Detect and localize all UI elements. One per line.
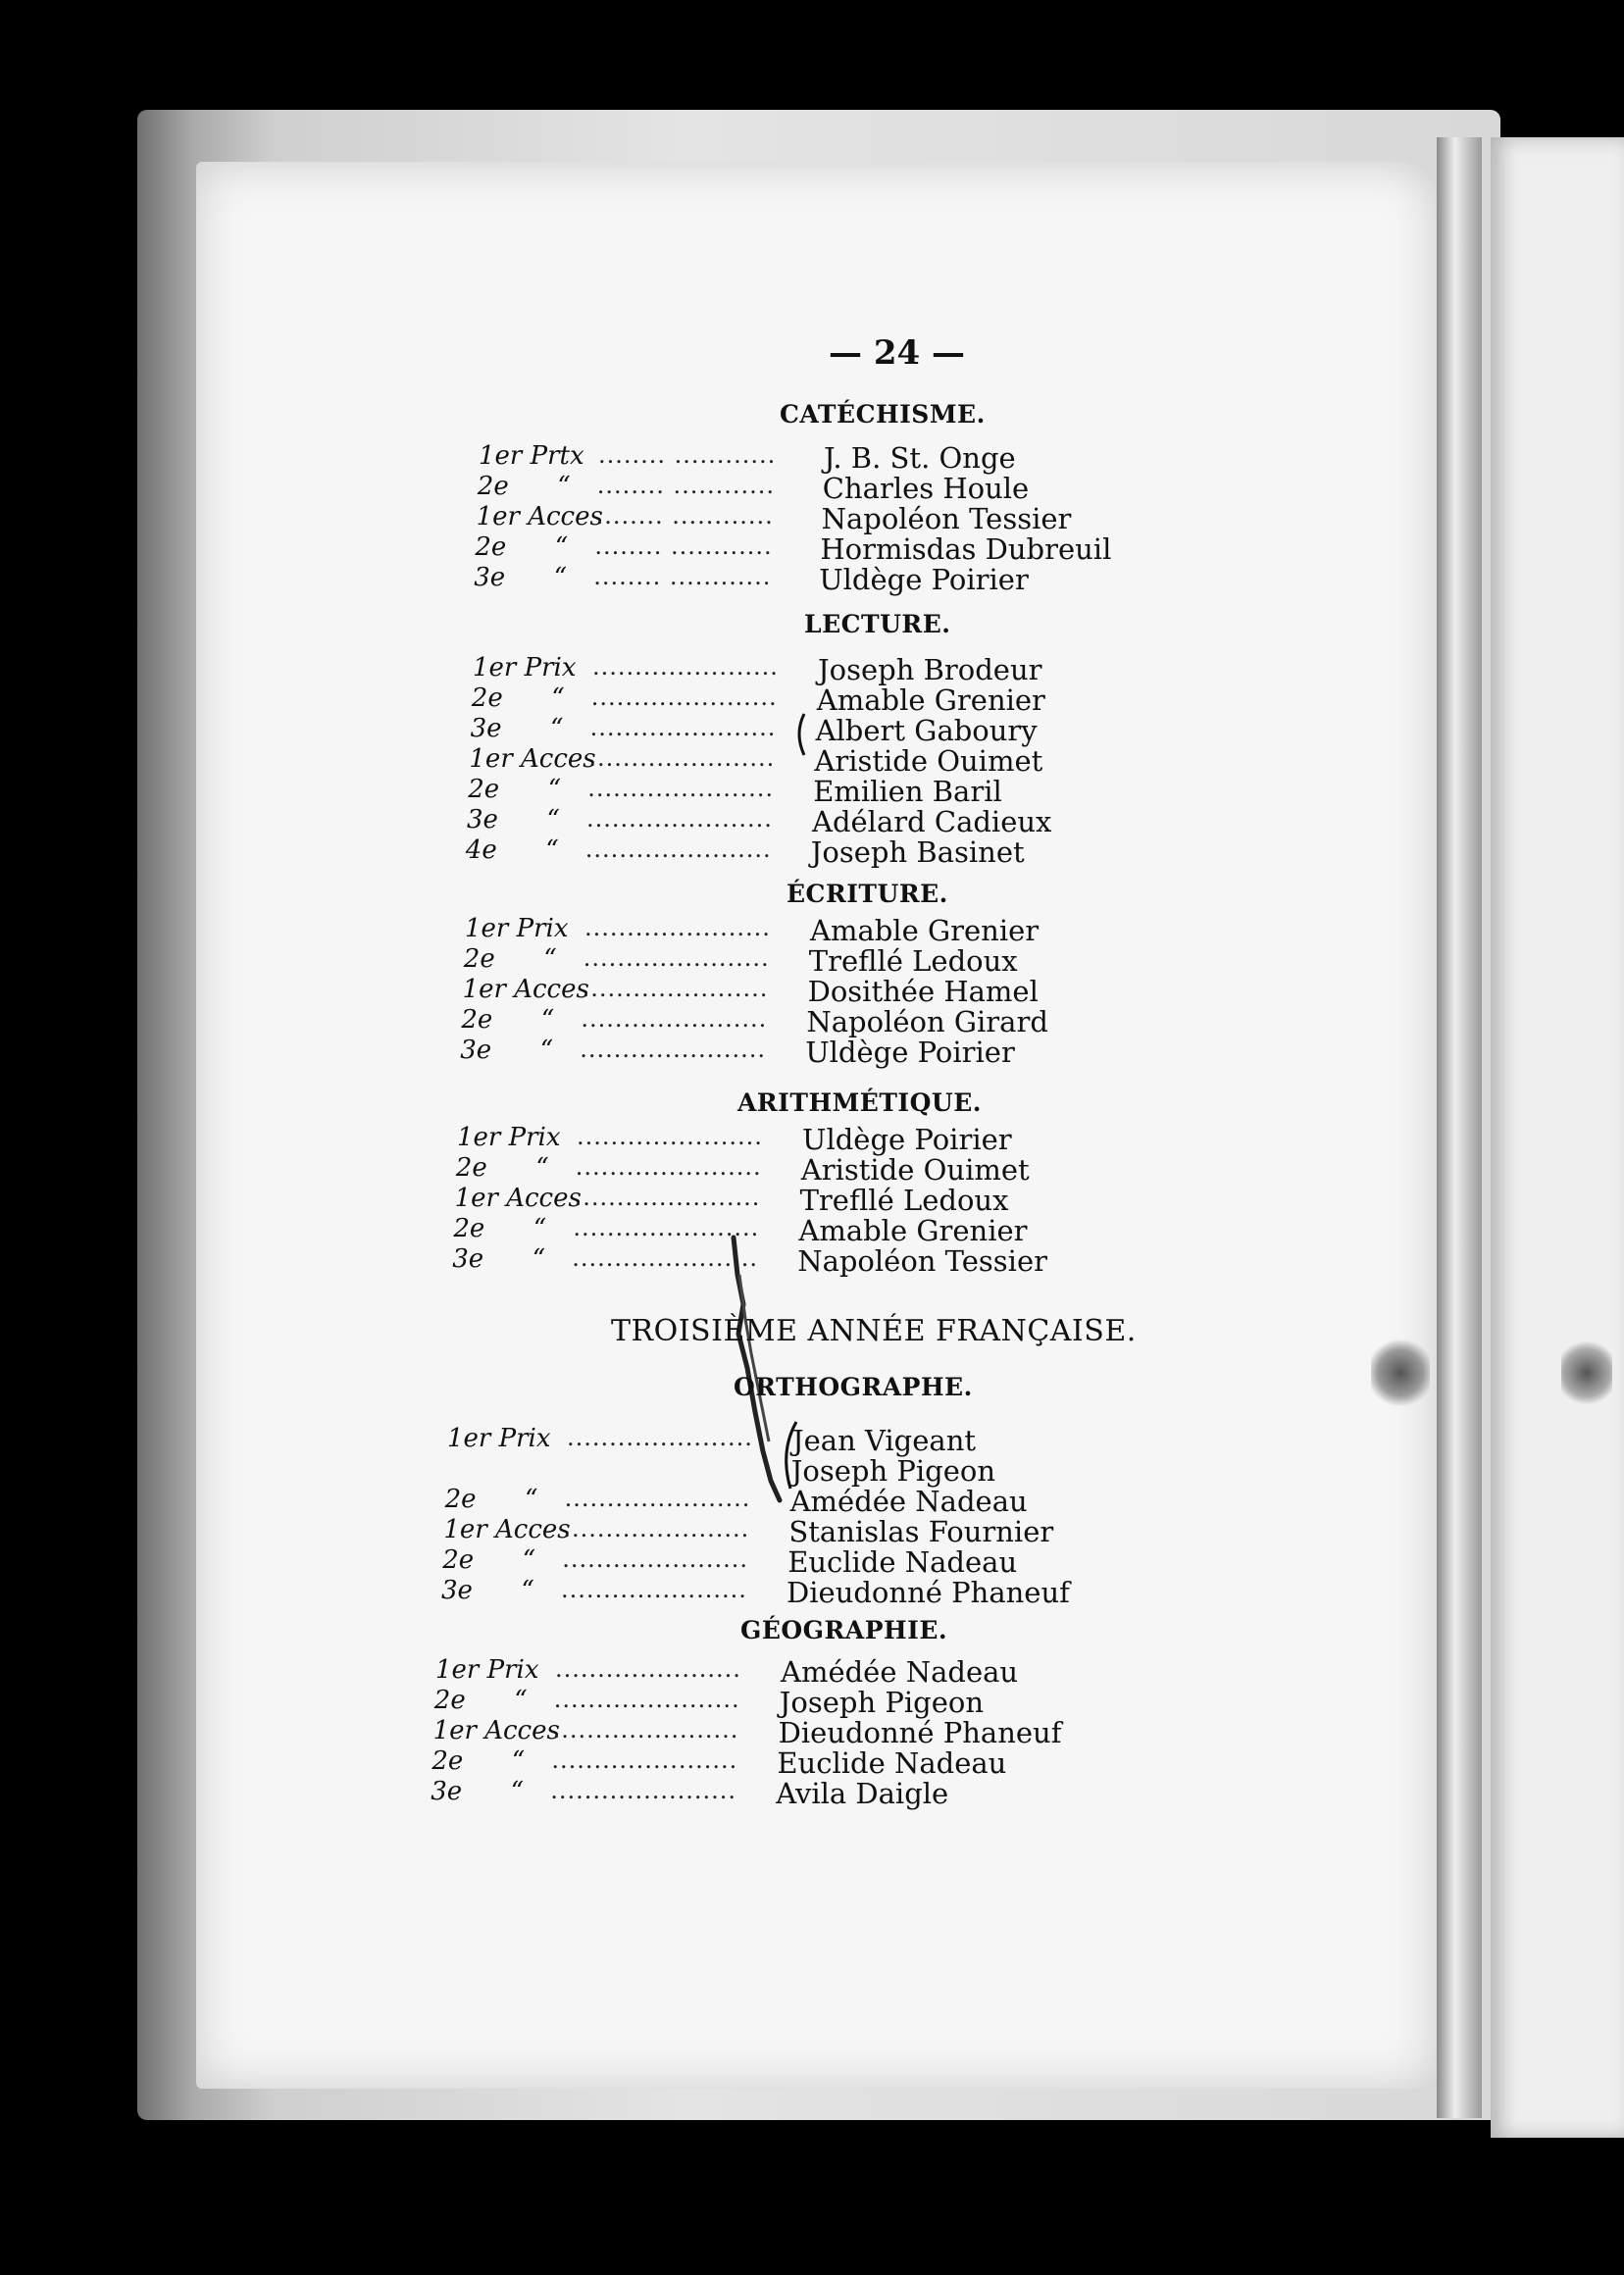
award-rank: 3e “ xyxy=(431,1777,524,1806)
award-rank: 2e “ xyxy=(442,1545,535,1575)
awardee-name: Napoléon Girard xyxy=(806,1005,1048,1038)
awardee-name: Aristide Ouimet xyxy=(814,744,1043,778)
leader-dots: ...................... xyxy=(552,1716,739,1744)
awardee-name: Trefllé Ledoux xyxy=(808,944,1018,978)
section-heading-ecriture: ÉCRITURE. xyxy=(787,880,948,908)
section-heading-lecture: LECTURE. xyxy=(804,610,951,638)
section-heading-orthographe: ORTHOGRAPHE. xyxy=(734,1373,973,1401)
leader-dots: ...................... xyxy=(561,1576,747,1603)
awardee-name: Joseph Pigeon xyxy=(790,1454,996,1488)
awardee-name: Joseph Basinet xyxy=(810,835,1025,869)
page-number: — 24 — xyxy=(829,333,965,373)
awardee-name: Joseph Pigeon xyxy=(779,1686,985,1719)
year-heading: TROISIÈME ANNÉE FRANÇAISE. xyxy=(611,1314,1137,1348)
awardee-name: Dosithée Hamel xyxy=(807,975,1039,1008)
award-rank: 2e “ xyxy=(461,1005,555,1035)
award-rank: 1er Acces xyxy=(476,502,603,531)
leader-dots: ...................... xyxy=(580,1036,767,1063)
section-heading-arithmetique: ARITHMÉTIQUE. xyxy=(737,1088,982,1117)
awardee-name: J. B. St. Onge xyxy=(824,441,1016,475)
award-rank: 3e “ xyxy=(467,805,560,834)
awardee-name: Charles Houle xyxy=(822,472,1030,505)
awardee-name: Albert Gaboury xyxy=(815,714,1038,747)
awardee-name: Dieudonné Phaneuf xyxy=(787,1576,1070,1609)
award-rank: 1er Acces xyxy=(443,1515,571,1544)
award-rank: 3e “ xyxy=(460,1036,553,1065)
awardee-name: Avila Daigle xyxy=(776,1777,949,1810)
awardee-name: Amable Grenier xyxy=(798,1214,1028,1247)
awardee-name: Amédée Nadeau xyxy=(789,1485,1028,1518)
award-rank: 1er Acces xyxy=(432,1716,560,1745)
award-rank: 1er Prix xyxy=(473,653,577,682)
leader-dots: ...................... xyxy=(564,1485,751,1512)
awardee-name: Napoléon Tessier xyxy=(821,502,1072,535)
award-rank: 1er Prtx xyxy=(479,441,584,471)
awardee-name: Amédée Nadeau xyxy=(781,1655,1019,1689)
leader-dots: ...................... xyxy=(550,1777,737,1804)
leader-dots: ...................... xyxy=(574,1184,761,1211)
award-rank: 2e “ xyxy=(471,683,565,713)
section-heading-catechisme: CATÉCHISME. xyxy=(780,400,986,429)
award-rank: 2e “ xyxy=(475,532,569,562)
award-rank: 2e “ xyxy=(431,1746,526,1776)
awardee-name: Euclide Nadeau xyxy=(777,1746,1007,1780)
award-rank: 1er Prix xyxy=(457,1123,561,1152)
awardee-name: Joseph Brodeur xyxy=(818,653,1042,686)
awardee-name: Emilien Baril xyxy=(813,775,1002,808)
awardee-name: Amable Grenier xyxy=(816,683,1045,717)
leader-dots: ...................... xyxy=(572,1244,759,1272)
award-rank: 1er Acces xyxy=(462,975,589,1004)
leader-dots: ...................... xyxy=(582,975,769,1002)
awardee-name: Trefllé Ledoux xyxy=(799,1184,1009,1217)
award-rank: 1er Prix xyxy=(465,914,569,943)
award-rank: 3e “ xyxy=(470,714,564,743)
awardee-name: Adélard Cadieux xyxy=(812,805,1052,838)
leader-dots: ...................... xyxy=(581,1005,768,1033)
leader-dots: ........ ............ xyxy=(598,441,777,469)
leader-dots: ...................... xyxy=(562,1545,749,1573)
leader-dots: ...................... xyxy=(590,683,778,711)
leader-dots: ...................... xyxy=(567,1424,753,1451)
leader-dots: ...................... xyxy=(575,1153,762,1181)
leader-dots: ...................... xyxy=(589,714,777,741)
leader-dots: ...................... xyxy=(587,775,775,802)
awardee-name: Amable Grenier xyxy=(810,914,1040,947)
award-rank: 1er Acces xyxy=(469,744,596,774)
leader-dots: ...................... xyxy=(555,1655,741,1683)
award-rank: 4e “ xyxy=(465,835,559,865)
award-rank: 3e “ xyxy=(441,1576,534,1605)
award-rank: 2e “ xyxy=(444,1485,538,1514)
award-rank: 2e “ xyxy=(433,1686,528,1715)
leader-dots: ........ ............ xyxy=(596,472,776,499)
awardee-name: Jean Vigeant xyxy=(792,1424,977,1457)
award-rank: 2e “ xyxy=(477,472,571,501)
awardee-name: Dieudonné Phaneuf xyxy=(778,1716,1062,1749)
awardee-name: Uldège Poirier xyxy=(802,1123,1012,1156)
leader-dots: ...................... xyxy=(563,1515,750,1542)
section-heading-geographie: GÉOGRAPHIE. xyxy=(740,1616,948,1644)
award-rank: 2e “ xyxy=(468,775,561,804)
awardee-name: Uldège Poirier xyxy=(819,563,1029,596)
leader-dots: ...................... xyxy=(584,914,771,941)
leader-dots: ........ ............ xyxy=(593,563,772,590)
leader-dots: ...................... xyxy=(551,1746,738,1774)
award-rank: 3e “ xyxy=(474,563,567,592)
award-rank: 1er Prix xyxy=(435,1655,539,1685)
leader-dots: ...................... xyxy=(573,1214,760,1241)
award-rank: 2e “ xyxy=(463,944,557,974)
leader-dots: ...................... xyxy=(583,944,770,972)
awardee-name: Stanislas Fournier xyxy=(788,1515,1054,1548)
leader-dots: ........ ............ xyxy=(594,532,773,560)
leader-dots: ...................... xyxy=(588,744,776,772)
awardee-name: Uldège Poirier xyxy=(805,1036,1015,1069)
award-rank: 1er Acces xyxy=(454,1184,582,1213)
leader-dots: ...................... xyxy=(553,1686,740,1713)
award-rank: 1er Prix xyxy=(447,1424,551,1453)
awardee-name: Napoléon Tessier xyxy=(797,1244,1047,1278)
awardee-name: Euclide Nadeau xyxy=(787,1545,1018,1579)
award-rank: 2e “ xyxy=(453,1214,547,1243)
awardee-name: Aristide Ouimet xyxy=(800,1153,1030,1187)
awardee-name: Hormisdas Dubreuil xyxy=(820,532,1112,566)
leader-dots: ...................... xyxy=(586,805,773,833)
leader-dots: ...................... xyxy=(577,1123,763,1150)
leader-dots: ...................... xyxy=(584,835,772,863)
award-rank: 3e “ xyxy=(452,1244,545,1274)
award-rank: 2e “ xyxy=(455,1153,549,1183)
leader-dots: ...................... xyxy=(592,653,779,681)
leader-dots: ........ ............ xyxy=(595,502,774,530)
